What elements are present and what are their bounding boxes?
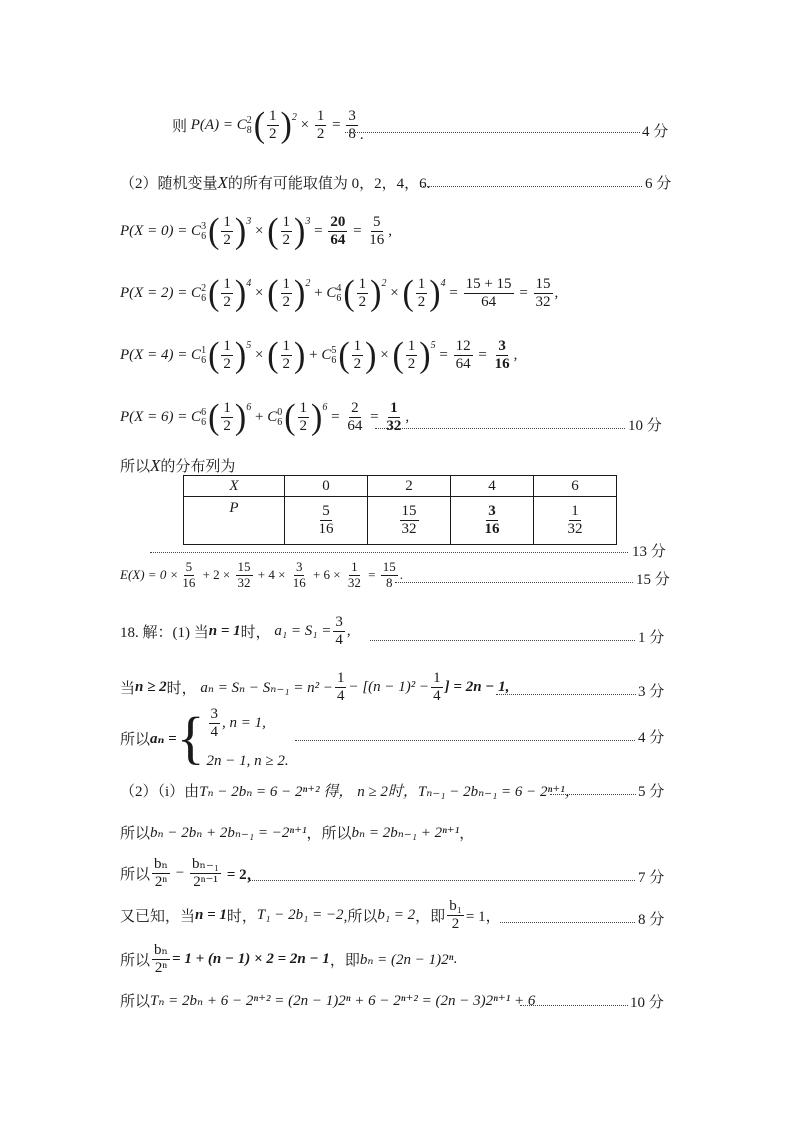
half-num: 1 [221,214,233,232]
p-x4-line: P(X = 4) = C 1 6 ( $\frac{1}{2}$ ) $^5$ × ( $\frac{1}{2}$ ) + C 5 6 ( $\frac{1}{2}$ ) × ( $\frac{1}{2}$ ) $^5$ = $\frac{12}{64}$ = $\frac{3}{16}$ , [120,335,518,375]
half-den: 2 [282,294,291,311]
den: 32 [386,418,402,435]
b-line-1 [120,822,474,843]
num: 15 [534,276,553,294]
half-num: 1 [281,214,293,232]
leader-dots [295,740,635,741]
half-den: 2 [223,294,231,311]
leader-dots [420,186,642,187]
q18-label: 18. 解：(1) 当 [120,625,209,642]
part2i-line [120,780,580,801]
den: 16 [494,356,510,373]
half [281,276,293,312]
half-num: 1 [267,108,279,126]
half-num: 1 [221,400,233,418]
ii-eq2: Tₙ₋₁ − 2bₙ₋₁ = 6 − 2ⁿ⁺¹， [417,784,580,800]
b4-end: . [453,951,458,968]
b-line-3 [120,898,501,934]
half-num: 1 [281,338,293,356]
q18-mid: 时， [240,625,271,642]
rv-var: X [217,172,228,192]
den: 8 [385,574,393,590]
num: bₙ₋₁ [190,856,221,874]
b1-end: ， [459,826,475,842]
leader-dots [395,582,633,583]
n2-eq2: − [(n − 1)² − [348,679,430,696]
p-x0-line: P(X = 0) = C 3 6 ( $\frac{1}{2}$ ) $^3$ × ( $\frac{1}{2}$ ) $^3$ = $\frac{20}{64}$ = $\frac{5}{16}$ , [120,211,393,251]
num: 5 [371,214,383,232]
b4-eq: = 1 + (n − 1) × 2 = 2n − 1 [172,951,330,968]
b1-prefix: 所以 [120,826,151,842]
half-den: 2 [282,356,291,373]
half-den: 2 [353,356,362,373]
score-3: 3 分 [638,684,665,700]
den: 2ⁿ⁻¹ [193,874,218,891]
half-num-2: 1 [315,108,327,126]
rv-text-2: 的所有可能取值为 0，2，4，6. [227,176,431,192]
comb-sub: 8 [246,124,252,136]
score-4b: 4 分 [638,730,665,746]
den: 64 [330,232,346,249]
b2-prefix: 所以 [120,867,151,884]
half-num: 1 [221,276,233,294]
dist-var: X [150,455,161,475]
n2-eq3: ] = 2n − 1, [444,679,510,696]
score-6: 6 分 [645,176,672,192]
half [352,338,364,374]
den: 64 [347,418,363,435]
header-0: 0 [285,476,368,497]
b3-eq: T₁ − 2b₁ = −2 [256,907,344,924]
dist-b: 的分布列为 [160,459,236,475]
half [221,338,233,374]
b4-prefix: 所以 [120,953,151,970]
half [357,276,369,312]
frac-15-32 [534,276,553,312]
leader-dots [500,922,635,923]
table-header-row [184,476,617,497]
den: 32 [535,294,551,311]
b1-eq2: bₙ = 2bₙ₋₁ + 2ⁿ⁺¹ [351,825,460,841]
score-10b: 10 分 [630,995,664,1011]
p4-lhs: P(X = 4) = C [120,347,202,364]
half-num: 1 [406,338,418,356]
probability-a-line: 则 P(A) = C 2 8 ( $\frac{1}{2}$ ) $^2$ × $\frac{1}{2}$ = $\frac{3}{8}$ . [172,105,364,145]
num: 3 [486,503,498,521]
frac-5-16 [367,214,386,250]
num: bₙ [152,856,170,874]
half-den: 2 [299,418,308,435]
leader-dots [375,428,625,429]
p6-lhs: P(X = 6) = C [120,409,202,426]
half-den: 2 [223,232,231,249]
den: 64 [481,294,497,311]
dist-a: 所以 [120,459,151,475]
frac-20-64 [328,214,347,250]
b3-end: = 1， [465,909,501,926]
case-1: , n = 1, [222,715,266,732]
row-label-p: P [184,497,285,545]
half-num: 1 [221,338,233,356]
num: 15 + 15 [464,276,514,294]
frac-3-16 [493,338,512,374]
case-2: 2n − 1, n ≥ 2. [206,753,289,769]
half-den-2: 2 [316,126,325,143]
cases-lhs: aₙ = [150,730,177,747]
b1-mid: ，所以 [306,826,352,842]
comb-sup: 2 [246,114,252,126]
expectation-line: E(X) = 0 × $\frac{5}{16}$ + 2 × $\frac{15}{32}$ + 4 × $\frac{3}{16}$ + 6 × $\frac{1}{32}$ = $\frac{15}{8}$ . [120,559,403,590]
header-x: X [184,476,285,497]
frac-3-4 [333,614,345,650]
num: 15 [382,559,396,574]
num: bₙ [152,942,170,960]
frac-2-64 [345,400,364,436]
b3-eq2: b₁ = 2 [377,907,416,924]
table-prob-row [184,497,617,545]
b5-prefix: 所以 [120,994,151,1010]
num: 1 [388,400,400,418]
half-den: 2 [282,232,291,249]
random-variable-line [120,172,430,193]
b3-mid: 时， [226,909,257,926]
half [298,400,310,436]
rv-text-1: （2）随机变量 [120,176,218,192]
n2-prefix: 当 [120,681,136,698]
b-line-5 [120,990,535,1011]
leader-dots [520,1005,628,1006]
q18-eq: a₁ = S₁ = [274,623,332,640]
right-paren: ) [280,105,292,145]
half [406,338,418,374]
den: 2ⁿ [154,874,168,891]
num: 3 [496,338,508,356]
half-fraction-2 [315,108,327,144]
den: 16 [369,232,385,249]
half-den: 2 [417,294,426,311]
b-line-4 [120,942,457,978]
den: 4 [335,632,343,649]
den: 64 [455,356,471,373]
half-den: 2 [358,294,367,311]
b1-eq1: bₙ − 2bₙ + 2bₙ₋₁ = −2ⁿ⁺¹ [150,825,307,841]
distribution-table [183,475,617,545]
result-fraction [346,108,358,144]
half-num: 1 [298,400,310,418]
half-den: 2 [407,356,416,373]
cases-body: $\frac{3}{4}$ , n = 1, 2n − 1, n ≥ 2. [206,706,289,769]
frac-30-64 [464,276,514,312]
num: 2 [349,400,361,418]
b3-prefix: 又已知，当 [120,909,196,926]
num: 5 [320,503,332,521]
b3-mid3: ，即 [415,909,446,926]
period: . [359,126,364,143]
distribution-title [120,455,235,476]
den: 32 [401,521,417,537]
half-num: 1 [357,276,369,294]
ii-eq1: Tₙ − 2bₙ = 6 − 2ⁿ⁺² 得， [199,784,354,800]
half-num: 1 [416,276,428,294]
p-x6-line: P(X = 6) = C 6 6 ( $\frac{1}{2}$ ) $^6$ + C 0 6 ( $\frac{1}{2}$ ) $^6$ = $\frac{2}{64}$ = $\frac{1}{32}$ , [120,397,410,437]
p2-lhs: P(X = 2) = C [120,285,202,302]
n2-eq: aₙ = Sₙ − Sₙ₋₁ = n² − [200,680,333,697]
score-7: 7 分 [638,870,665,886]
b4-mid: ，即 [329,953,360,970]
num: b₁ [447,898,464,916]
half-den: 2 [223,356,231,373]
leader-dots [150,552,628,553]
prob-cell-4 [451,497,534,545]
half [221,276,233,312]
score-8: 8 分 [638,912,665,928]
half [221,400,233,436]
q18-line: 18. 解：(1) 当 n = 1 时， a₁ = S₁ = $\frac{3}{4}$ , [120,614,351,649]
half-num: 1 [352,338,364,356]
ex-lhs: E(X) = 0 × [120,567,179,583]
half [416,276,428,312]
comb-indices [247,116,252,136]
result-num: 3 [346,108,358,126]
leader-dots [345,132,640,133]
score-10: 10 分 [628,418,662,434]
c63: 3 6 [201,220,207,242]
num: 3 [333,614,345,632]
score-13: 13 分 [632,544,666,560]
den: 32 [567,521,583,537]
left-paren: ( [253,105,266,145]
frac-12-64 [454,338,473,374]
cases-prefix: 所以 [120,731,151,748]
leader-dots [550,794,636,795]
power-2: 2 [291,112,297,123]
ex-result [381,560,398,591]
num: 12 [454,338,473,356]
half [221,214,233,250]
den: 2ⁿ [154,960,168,977]
n2-cond: n ≥ 2 [135,679,167,696]
den: 16 [318,521,334,537]
header-4: 4 [451,476,534,497]
left-brace: { [176,705,205,770]
n2-mid: 时， [166,681,197,698]
ii-cond: n ≥ 2时， [357,784,418,800]
half-num: 1 [281,276,293,294]
cases-line [120,706,289,770]
text-ze: 则 [172,119,188,136]
half [281,338,293,374]
b-line-2: 所以 $\frac{\text{bₙ}}{\text{2ⁿ}}$ − $\frac{\text{bₙ₋₁}}{\text{2ⁿ⁻¹}}$ = 2， [120,856,262,891]
half [281,214,293,250]
p0-lhs: P(X = 0) = C [120,223,202,240]
score-15: 15 分 [636,572,670,588]
den: 16 [484,521,500,537]
score-4: 4 分 [642,124,669,140]
b5-eq: Tₙ = 2bₙ + 6 − 2ⁿ⁺² = (2n − 1)2ⁿ + 6 − 2ⁿ⁺² = (2n − 3)2ⁿ⁺¹ + 6 [150,993,536,1009]
b2-end: = 2， [226,867,262,884]
num: 20 [328,214,347,232]
num: 15 [400,503,419,521]
formula-pa: P(A) = C [190,117,247,134]
header-2: 2 [368,476,451,497]
result-den: 8 [348,126,356,143]
prob-cell-0 [285,497,368,545]
n2-line: 当 n ≥ 2 时， aₙ = Sₙ − Sₙ₋₁ = n² − $\frac{1}{4}$ − [(n − 1)² − $\frac{1}{4}$ ] = 2n − 1, [120,670,510,705]
p-x2-line: P(X = 2) = C 2 6 ( $\frac{1}{2}$ ) $^4$ × ( $\frac{1}{2}$ ) $^2$ + C 4 6 ( $\frac{1}{2}$ ) $^2$ × ( $\frac{1}{2}$ ) $^4$ = $\frac{15 + 15}{64}$ = $\frac{15}{32}$ , [120,273,559,313]
prob-cell-2 [368,497,451,545]
b4-eq2: bₙ = (2n − 1)2ⁿ [359,952,454,969]
score-5: 5 分 [638,784,665,800]
frac-1-32 [384,400,403,436]
ii-prefix: （2）（i）由 [120,784,200,800]
header-6: 6 [534,476,617,497]
q18-cond: n = 1 [208,623,241,640]
b3-mid2: ,所以 [343,909,378,926]
num: 1 [569,503,581,521]
den: 2 [451,916,460,933]
half-den: 2 [269,126,277,143]
leader-dots [496,694,636,695]
half-fraction [267,108,279,144]
leader-dots [370,640,635,641]
prob-cell-6 [534,497,617,545]
half-den: 2 [223,418,231,435]
score-1: 1 分 [638,630,665,646]
leader-dots [250,880,635,881]
b3-cond: n = 1 [195,907,227,924]
